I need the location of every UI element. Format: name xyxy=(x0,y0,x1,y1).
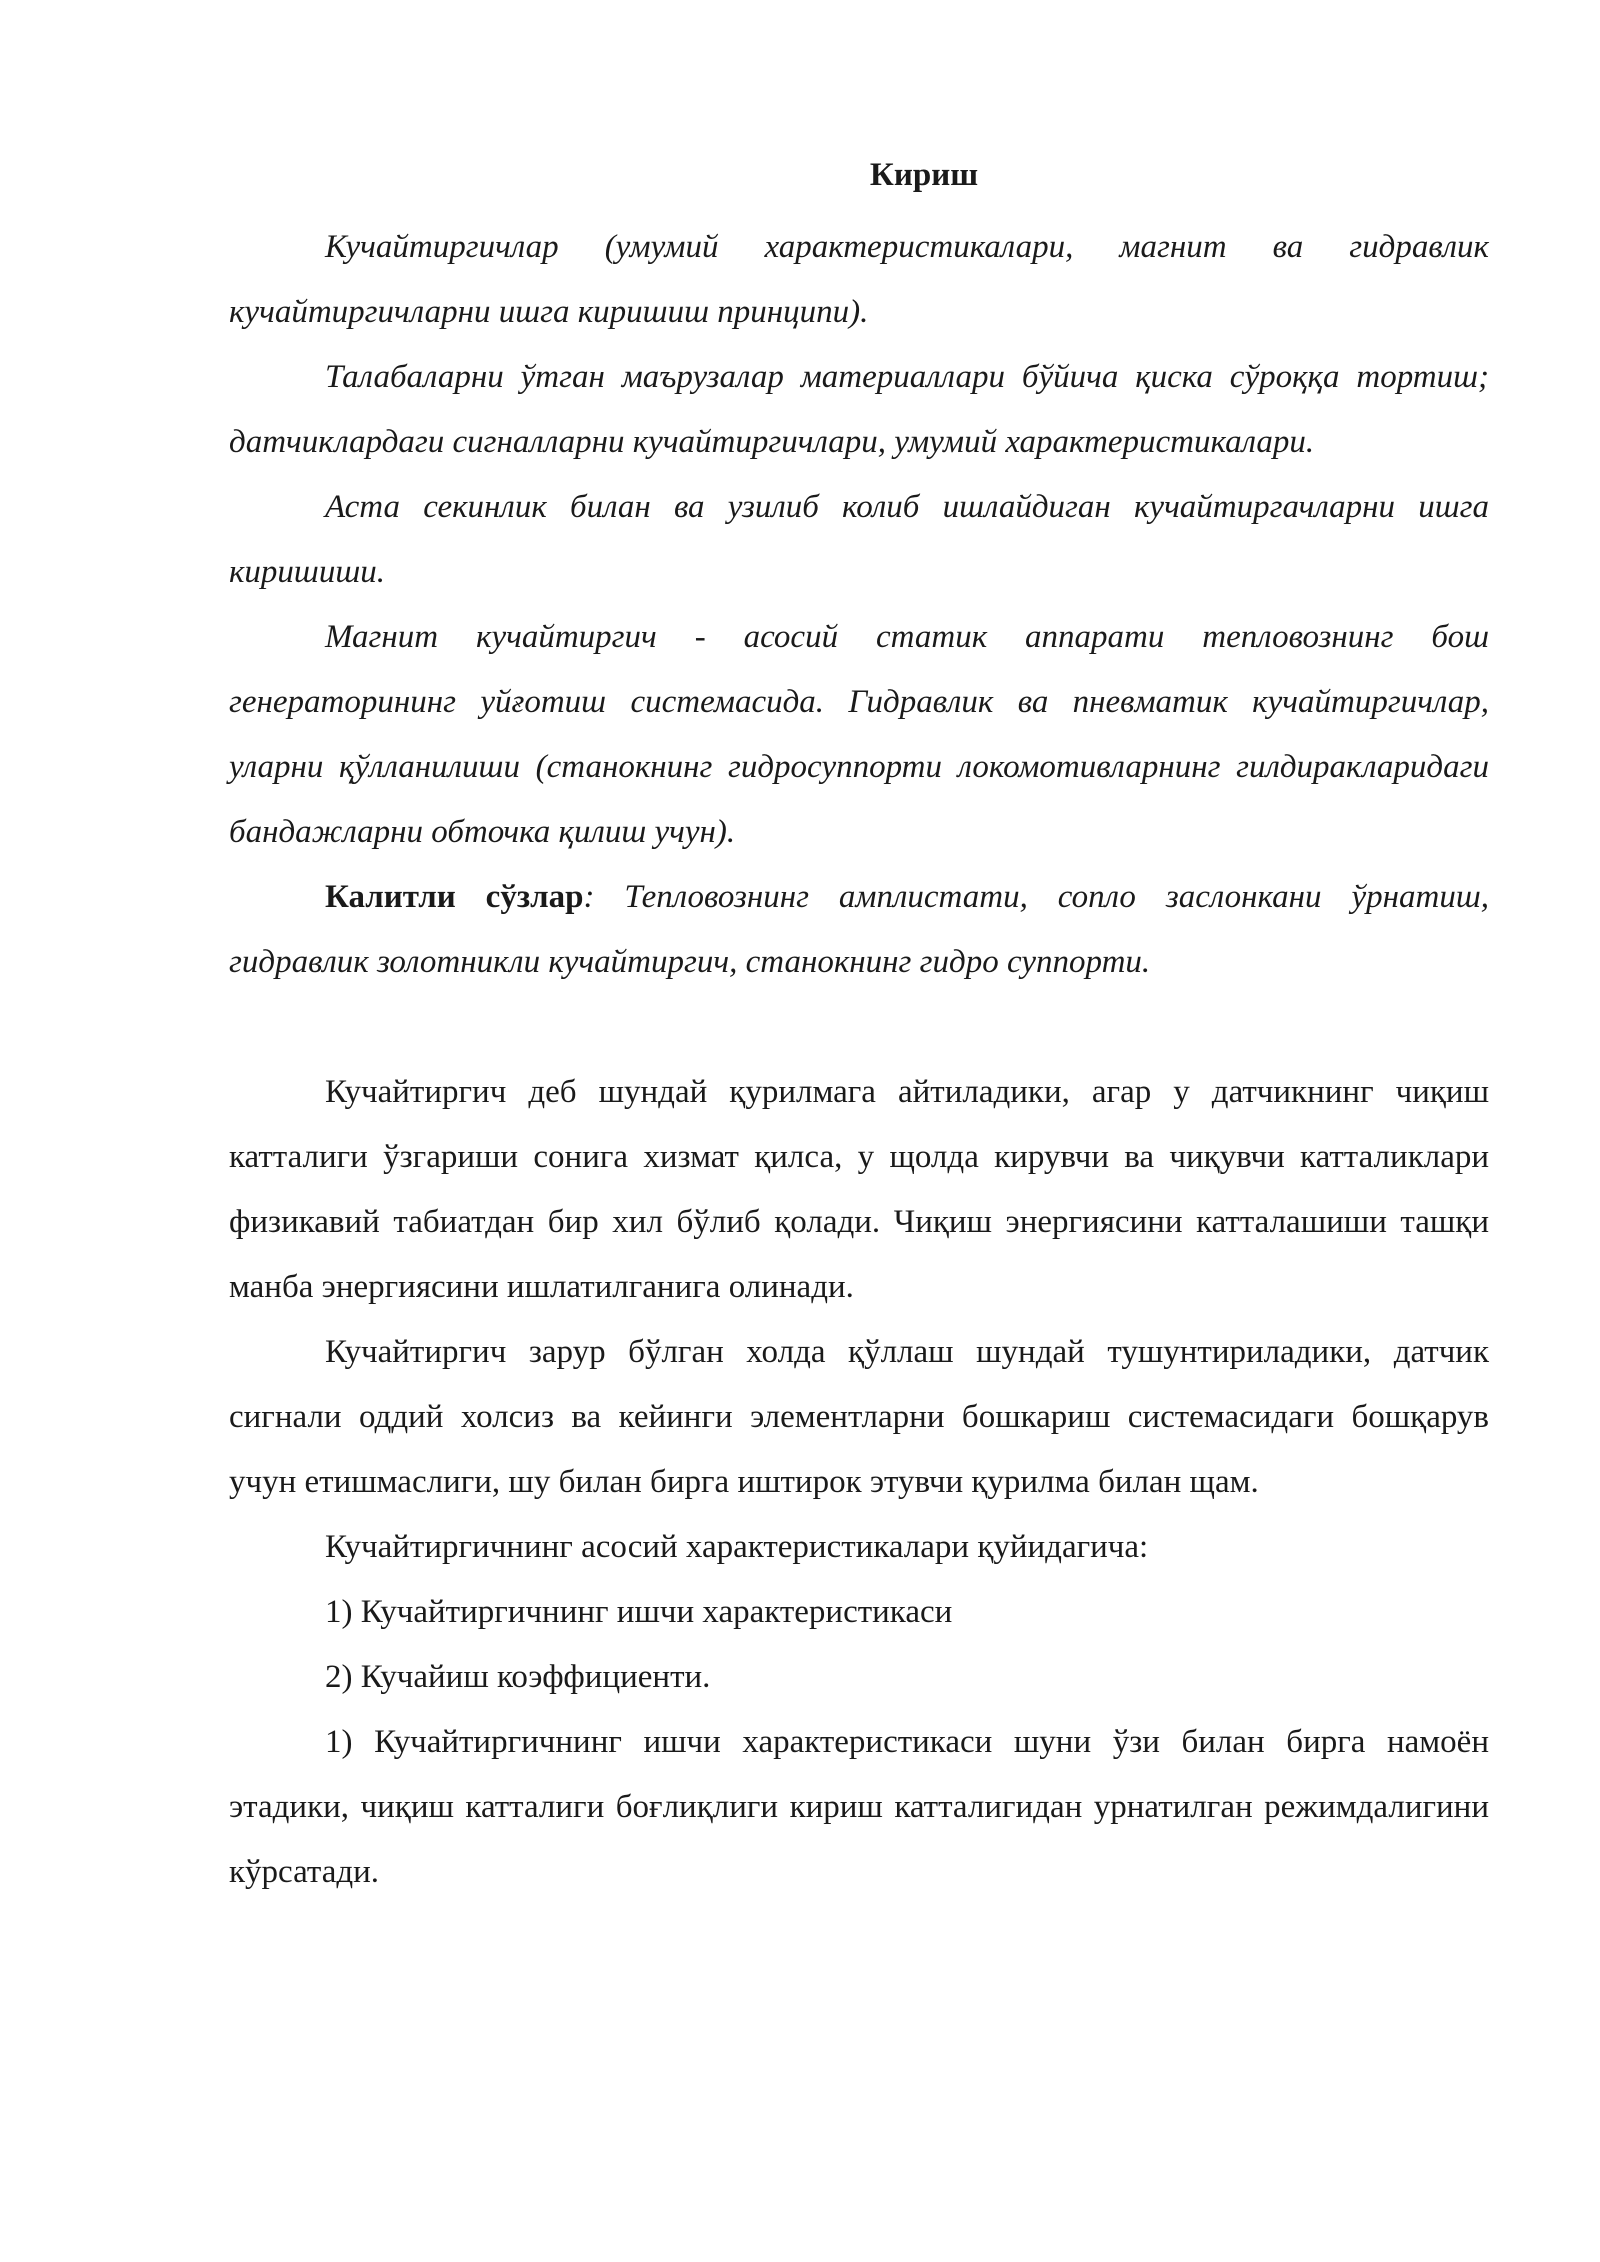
intro-paragraph-3: Аста секинлик билан ва узилиб колиб ишлайдиган кучайтиргачларни ишга киришиши. xyxy=(229,489,1489,590)
keywords-text: : Тепловознинг амплистати, сопло заслонкани ўрнатиш, гидравлик золотникли кучайтиргич, станокнинг гидро суппорти. xyxy=(229,879,1489,980)
final-paragraph: 1) Кучайтиргичнинг ишчи характеристикаси шуни ўзи билан бирга намоён этадики, чиқиш катталиги боғлиқлиги кириш катталигидан урнатилган режимдалигини кўрсатади. xyxy=(229,1724,1489,1890)
intro-paragraph-4: Магнит кучайтиргич - асосий статик аппарати тепловознинг бош генераторининг уйғотиш системасида. Гидравлик ва пневматик кучайтиргичлар, уларни қўлланилиши (станокнинг гидросуппорти локомотивларнинг гилдиракларидаги бандажларни обточка қилиш учун). xyxy=(229,619,1489,850)
keywords-paragraph xyxy=(229,865,1489,995)
body-paragraph-1: Кучайтиргич деб шундай қурилмага айтиладики, агар у датчикнинг чиқиш катталиги ўзгариши сонига хизмат қилса, у щолда кирувчи ва чиқувчи катталиклари физикавий табиатдан бир хил бўлиб қолади. Чиқиш энергиясини катталашиши ташқи манба энергиясини ишлатилганига олинади. xyxy=(229,1074,1489,1305)
intro-paragraph-2: Талабаларни ўтган маърузалар материаллари бўйича қиска сўроққа тортиш; датчиклардаги сигналларни кучайтиргичлари, умумий характеристикалари. xyxy=(229,359,1489,460)
body-paragraph-2: Кучайтиргич зарур бўлган холда қўллаш шундай тушунтириладики, датчик сигнали оддий холсиз ва кейинги элементларни бошкариш системасидаги бошқарув учун етишмаслиги, шу билан бирга иштирок этувчи қурилма билан щам. xyxy=(229,1334,1489,1500)
list-item-1: 1) Кучайтиргичнинг ишчи характеристикаси xyxy=(325,1594,953,1630)
page-title: Кириш xyxy=(869,157,979,193)
intro-paragraph-1: Кучайтиргичлар (умумий характеристикалари, магнит ва гидравлик кучайтиргичларни ишга киришиш принципи). xyxy=(229,229,1489,330)
keywords-label: Калитли сўзлар xyxy=(325,879,584,915)
section-spacer xyxy=(229,995,1489,1060)
document-content xyxy=(229,150,1489,1905)
body-paragraph-3: Кучайтиргичнинг асосий характеристикалари қуйидагича: xyxy=(325,1529,1149,1565)
list-item-2: 2) Кучайиш коэффициенти. xyxy=(325,1659,711,1695)
